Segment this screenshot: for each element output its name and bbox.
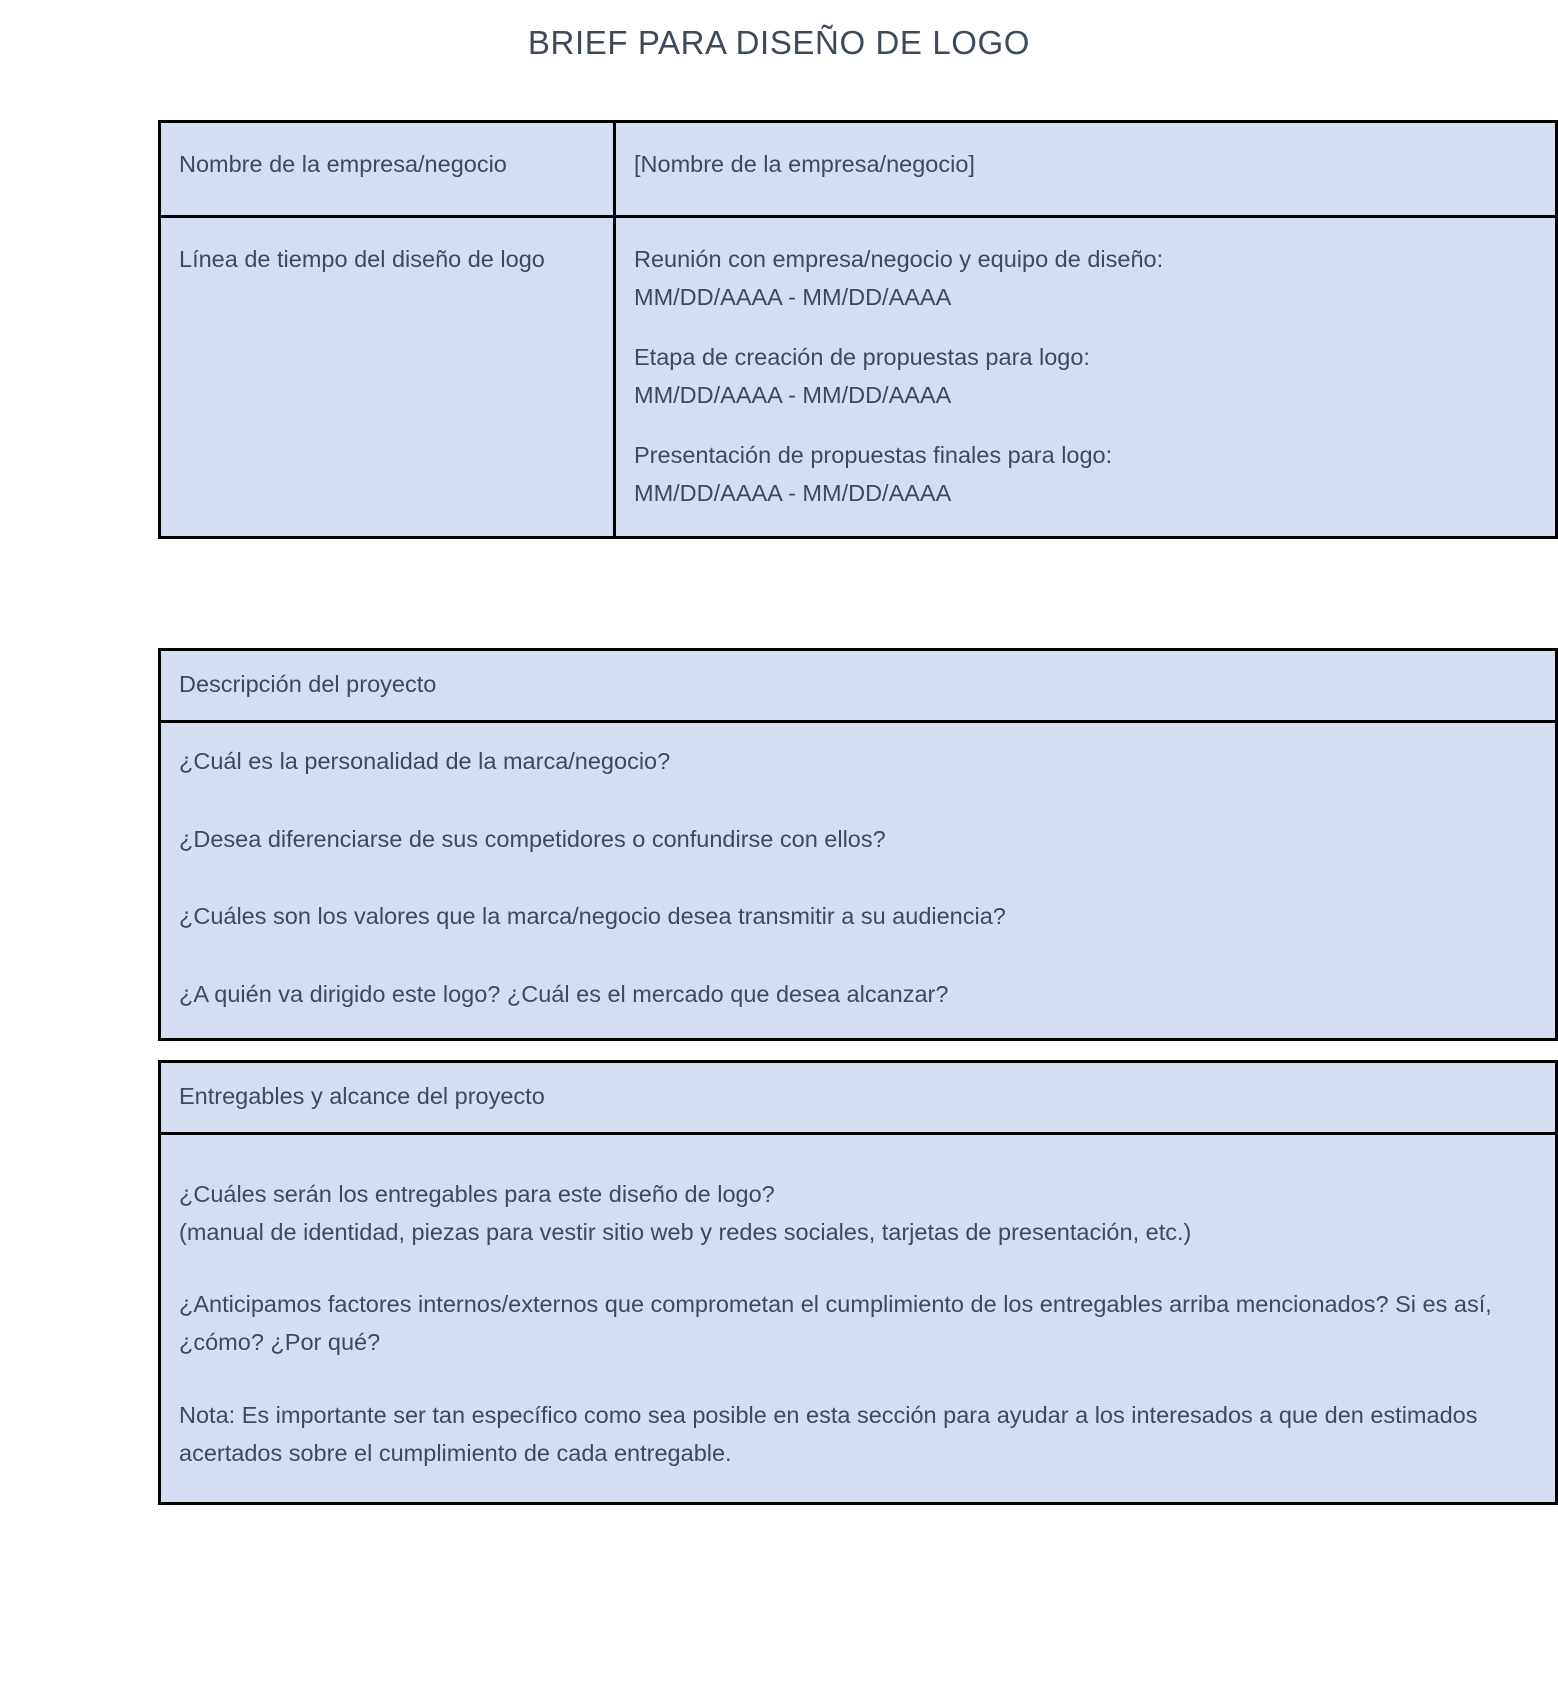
timeline-block-3-heading: Presentación de propuestas finales para logo: <box>634 442 1113 469</box>
table-row <box>160 1062 1557 1134</box>
label-company-name: Nombre de la empresa/negocio <box>160 122 615 217</box>
deliverables-question-line-2: (manual de identidad, piezas para vestir sitio web y redes sociales, tarjetas de presentación, etc.) <box>179 1219 1192 1246</box>
deliverables-wrapper <box>158 1060 1558 1505</box>
deliverables-risk-question: ¿Anticipamos factores internos/externos que comprometan el cumplimiento de los entregables arriba mencionados? Si es así, ¿cómo? ¿Por qué? <box>179 1291 1492 1356</box>
project-description-table <box>158 648 1558 1041</box>
description-question-3: ¿Cuáles son los valores que la marca/negocio desea transmitir a su audiencia? <box>179 903 1006 930</box>
page-title: BRIEF PARA DISEÑO DE LOGO <box>527 24 1031 61</box>
table-row <box>160 650 1557 722</box>
spacer <box>179 935 1537 976</box>
spacer <box>179 780 1537 821</box>
spacer <box>179 857 1537 898</box>
section-heading-description: Descripción del proyecto <box>160 650 1557 722</box>
project-description-wrapper <box>158 648 1558 1041</box>
table-row <box>160 1134 1557 1503</box>
table-row <box>160 122 1557 217</box>
timeline-block-1-heading: Reunión con empresa/negocio y equipo de diseño: <box>634 246 1164 272</box>
description-questions-cell[interactable] <box>160 722 1557 1040</box>
value-company-name[interactable]: [Nombre de la empresa/negocio] <box>615 122 1557 217</box>
company-info-table <box>158 120 1558 539</box>
table-row <box>160 217 1557 538</box>
timeline-block-3-dates: MM/DD/AAAA - MM/DD/AAAA <box>634 480 952 507</box>
deliverables-note: Nota: Es importante ser tan específico como sea posible en esta sección para ayudar a los interesados a que den estimados acertados sobre el cumplimiento de cada entregable. <box>179 1401 1478 1466</box>
timeline-block-1-dates: MM/DD/AAAA - MM/DD/AAAA <box>634 284 952 311</box>
value-timeline[interactable] <box>615 217 1557 538</box>
spacer <box>634 316 1537 338</box>
deliverables-table <box>158 1060 1558 1505</box>
timeline-block-2-heading: Etapa de creación de propuestas para logo: <box>634 344 1090 371</box>
deliverables-content-cell[interactable] <box>160 1134 1557 1503</box>
section-heading-deliverables: Entregables y alcance del proyecto <box>160 1062 1557 1134</box>
spacer <box>634 414 1537 436</box>
table-row <box>160 722 1557 1040</box>
spacer <box>179 1251 1537 1285</box>
timeline-block-2-dates: MM/DD/AAAA - MM/DD/AAAA <box>634 382 952 409</box>
description-question-4: ¿A quién va dirigido este logo? ¿Cuál es el mercado que desea alcanzar? <box>179 980 949 1007</box>
spacer <box>179 1362 1537 1396</box>
company-info-table-wrapper <box>158 120 1558 539</box>
description-question-1: ¿Cuál es la personalidad de la marca/negocio? <box>179 748 671 775</box>
description-question-2: ¿Desea diferenciarse de sus competidores o confundirse con ellos? <box>179 825 886 852</box>
label-timeline: Línea de tiempo del diseño de logo <box>160 217 615 538</box>
deliverables-question-line-1: ¿Cuáles serán los entregables para este diseño de logo? <box>179 1181 775 1208</box>
